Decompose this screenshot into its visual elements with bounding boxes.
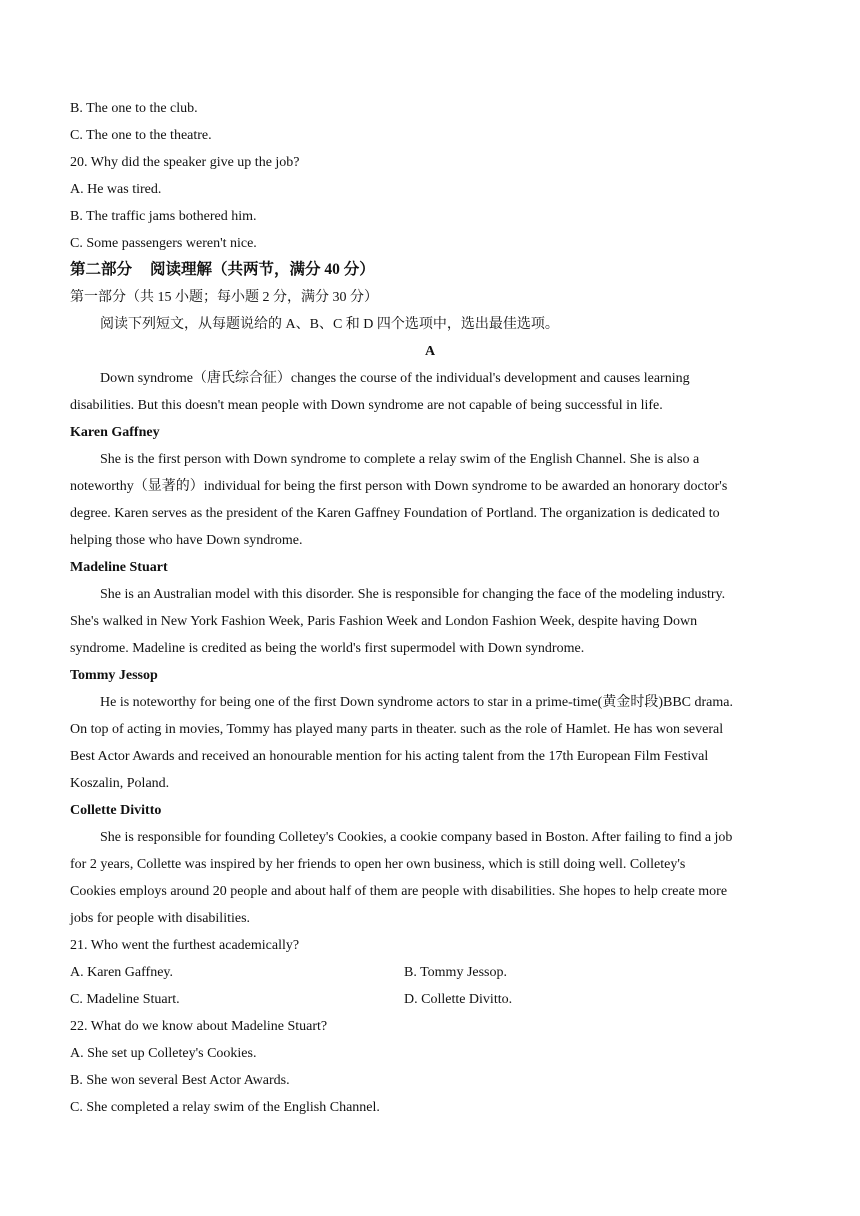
q22-option-c: C. She completed a relay swim of the English Channel. (70, 1100, 380, 1115)
part2-subtitle: 第一部分（共 15 小题；每小题 2 分，满分 30 分） (70, 290, 378, 305)
passage-label: A (424, 344, 436, 359)
q21-option-b: B. Tommy Jessop. (404, 965, 507, 980)
part2-instruction: 阅读下列短文，从每题说给的 A、B、C 和 D 四个选项中，选出最佳选项。 (100, 317, 559, 332)
collette-line: She is responsible for founding Colletey's Cookies, a cookie company based in Boston. After failing to find a job (100, 830, 733, 845)
q20-option-a: A. He was tired. (70, 182, 162, 197)
intro-line: Down syndrome（唐氏综合征）changes the course of the individual's development and causes learning (100, 371, 690, 386)
collette-line: for 2 years, Collette was inspired by her friends to open her own business, which is still doing well. Colletey's (70, 857, 686, 872)
tommy-line: Best Actor Awards and received an honourable mention for his acting talent from the 17th European Film Festival (70, 749, 709, 764)
q20-option-c: C. Some passengers weren't nice. (70, 236, 257, 251)
tommy-line: Koszalin, Poland. (70, 776, 170, 791)
q19-option-c: C. The one to the theatre. (70, 128, 212, 143)
karen-line: degree. Karen serves as the president of the Karen Gaffney Foundation of Portland. The organization is dedicated to (70, 506, 720, 521)
q20-option-b: B. The traffic jams bothered him. (70, 209, 257, 224)
karen-line: helping those who have Down syndrome. (70, 533, 303, 548)
section-heading-karen: Karen Gaffney (70, 425, 160, 440)
tommy-line: He is noteworthy for being one of the first Down syndrome actors to star in a prime-time(黄金时段)BBC drama. (100, 695, 733, 710)
part2-title-label: 第二部分 (70, 261, 133, 278)
q21-option-d: D. Collette Divitto. (404, 992, 513, 1007)
part2-title (70, 261, 375, 279)
q21-option-a: A. Karen Gaffney. (70, 965, 174, 980)
tommy-line: On top of acting in movies, Tommy has played many parts in theater. such as the role of Hamlet. He has won several (70, 722, 724, 737)
karen-line: noteworthy（显著的）individual for being the first person with Down syndrome to be awarded an honorary doctor's (70, 479, 728, 494)
madeline-line: She is an Australian model with this disorder. She is responsible for changing the face of the modeling industry. (100, 587, 726, 602)
q22-option-a: A. She set up Colletey's Cookies. (70, 1046, 257, 1061)
section-heading-collette: Collette Divitto (70, 803, 162, 818)
part2-title-text: 阅读理解（共两节，满分 40 分） (150, 261, 375, 278)
collette-line: Cookies employs around 20 people and about half of them are people with disabilities. She hopes to help create more (70, 884, 728, 899)
collette-line: jobs for people with disabilities. (70, 911, 251, 926)
q20-question: 20. Why did the speaker give up the job? (70, 155, 300, 170)
karen-line: She is the first person with Down syndrome to complete a relay swim of the English Channel. She is also a (100, 452, 700, 467)
intro-line: disabilities. But this doesn't mean people with Down syndrome are not capable of being successful in life. (70, 398, 663, 413)
q22-question: 22. What do we know about Madeline Stuart? (70, 1019, 328, 1034)
q21-question: 21. Who went the furthest academically? (70, 938, 300, 953)
q19-option-b: B. The one to the club. (70, 101, 198, 116)
madeline-line: She's walked in New York Fashion Week, Paris Fashion Week and London Fashion Week, despite having Down (70, 614, 698, 629)
madeline-line: syndrome. Madeline is credited as being the world's first supermodel with Down syndrome. (70, 641, 585, 656)
q21-option-c: C. Madeline Stuart. (70, 992, 180, 1007)
q22-option-b: B. She won several Best Actor Awards. (70, 1073, 290, 1088)
section-heading-tommy: Tommy Jessop (70, 668, 158, 683)
section-heading-madeline: Madeline Stuart (70, 560, 168, 575)
